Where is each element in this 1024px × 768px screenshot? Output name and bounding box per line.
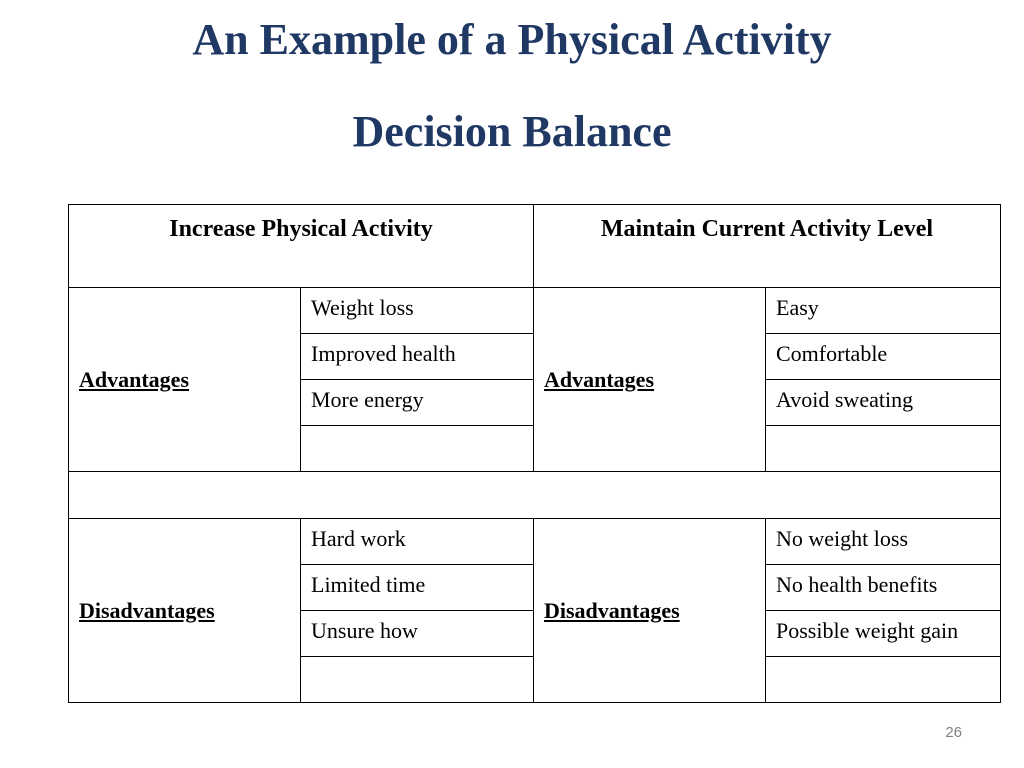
table-cell: Avoid sweating — [766, 380, 1001, 426]
header-row — [69, 205, 1001, 288]
table-cell-empty — [301, 426, 534, 472]
table-cell: Easy — [766, 288, 1001, 334]
slide-title-line-2: Decision Balance — [352, 107, 672, 156]
header-maintain-activity: Maintain Current Activity Level — [534, 205, 1001, 288]
table-row — [69, 519, 1001, 565]
spacer-cell — [69, 472, 1001, 519]
table-cell-empty — [766, 426, 1001, 472]
table-cell: No weight loss — [766, 519, 1001, 565]
slide-title-line-1: An Example of a Physical Activity — [192, 15, 832, 64]
table-cell: No health benefits — [766, 565, 1001, 611]
table-cell: Hard work — [301, 519, 534, 565]
table-cell-empty — [301, 657, 534, 703]
table-cell: Possible weight gain — [766, 611, 1001, 657]
advantages-label-increase: Advantages — [69, 288, 301, 472]
table-cell-empty — [766, 657, 1001, 703]
table-cell: Weight loss — [301, 288, 534, 334]
table-cell: Limited time — [301, 565, 534, 611]
table-cell: Comfortable — [766, 334, 1001, 380]
disadvantages-label-maintain: Disadvantages — [534, 519, 766, 703]
table-cell: Unsure how — [301, 611, 534, 657]
decision-balance-table — [68, 204, 1001, 703]
page-number: 26 — [945, 724, 962, 741]
spacer-row — [69, 472, 1001, 519]
disadvantages-label-increase: Disadvantages — [69, 519, 301, 703]
table-cell: More energy — [301, 380, 534, 426]
table-cell: Improved health — [301, 334, 534, 380]
advantages-label-maintain: Advantages — [534, 288, 766, 472]
header-increase-activity: Increase Physical Activity — [69, 205, 534, 288]
table-row — [69, 288, 1001, 334]
